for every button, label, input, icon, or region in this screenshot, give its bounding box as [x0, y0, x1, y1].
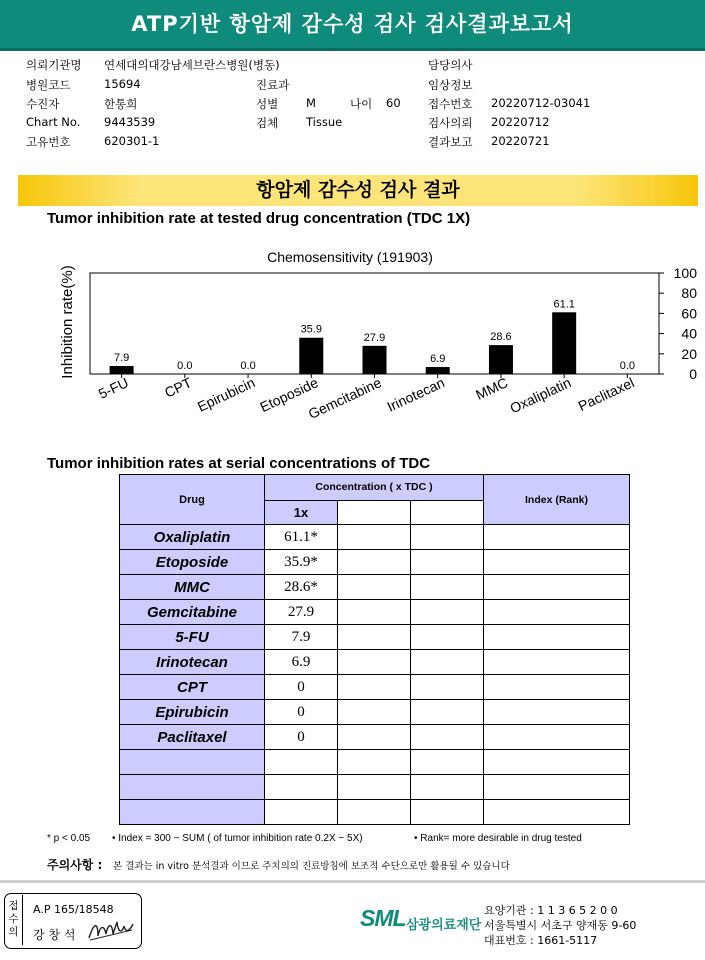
clinical-info-label: 임상정보 — [428, 78, 473, 92]
report-title: ATP기반 항암제 감수성 검사 검사결과보고서 — [131, 12, 574, 36]
value-number: 28.6 — [284, 578, 311, 595]
drug-name: Gemcitabine — [120, 600, 265, 625]
report-header — [0, 0, 705, 51]
empty-cell — [338, 650, 411, 675]
doctor-label: 담당의사 — [428, 58, 473, 72]
empty-cell — [411, 575, 484, 600]
report-date-value: 20220721 — [491, 134, 550, 148]
y-tick-label: 0 — [689, 366, 697, 382]
unique-no-value: 620301-1 — [104, 134, 160, 148]
x-tick-label: MMC — [473, 374, 511, 403]
inhibition-value — [265, 725, 338, 750]
receipt-no-label: 접수번호 — [428, 97, 473, 111]
data-label: 35.9 — [300, 323, 322, 336]
index-rank-cell — [484, 650, 630, 675]
empty-cell — [338, 700, 411, 725]
empty-cell — [338, 575, 411, 600]
drug-name: Oxaliplatin — [120, 525, 265, 550]
bar-5-fu — [110, 366, 134, 374]
chart-no-value: 9443539 — [104, 115, 156, 129]
empty-cell — [338, 525, 411, 550]
drug-name: Epirubicin — [120, 700, 265, 725]
inhibition-value — [265, 525, 338, 550]
data-label: 7.9 — [113, 352, 130, 365]
receipt-no-value: 20220712-03041 — [491, 96, 591, 110]
bar-etoposide — [299, 338, 323, 374]
empty-cell — [411, 625, 484, 650]
footer-divider — [0, 880, 705, 883]
report-date-label: 결과보고 — [428, 135, 473, 149]
drug-name: CPT — [120, 675, 265, 700]
table-row-empty — [120, 800, 630, 825]
institution-value: 연세대의대강남세브란스병원(병동) — [104, 58, 280, 72]
inhibition-value — [265, 700, 338, 725]
value-number: 7.9 — [291, 628, 311, 645]
hospital-code-value: 15694 — [104, 77, 141, 91]
caution-label: 주의사항 : — [47, 858, 103, 872]
table-row — [120, 625, 630, 650]
data-label: 6.9 — [430, 353, 446, 366]
empty-cell — [411, 525, 484, 550]
index-rank-cell — [484, 525, 630, 550]
table-row — [120, 600, 630, 625]
table-row — [120, 550, 630, 575]
value-number: 61.1 — [284, 528, 311, 545]
x-tick-label: Irinotecan — [384, 374, 447, 415]
age-value: 60 — [386, 96, 401, 110]
empty-cell — [338, 550, 411, 575]
data-label: 0.0 — [240, 360, 256, 372]
org-address: 서울특별시 서초구 양재동 9-60 — [484, 919, 637, 932]
inhibition-value — [265, 575, 338, 600]
patient-value: 한통희 — [104, 97, 138, 111]
index-rank-cell — [484, 575, 630, 600]
index-rank-cell — [484, 675, 630, 700]
rank-note: • Rank= more desirable in drug tested — [414, 833, 582, 844]
empty-cell — [411, 700, 484, 725]
sex-label: 성별 — [256, 97, 279, 111]
inhibition-value — [265, 675, 338, 700]
section-title: 항암제 감수성 검사 결과 — [256, 179, 460, 201]
y-tick-label: 100 — [673, 265, 697, 281]
data-label: 27.9 — [363, 331, 386, 344]
caution-text: 본 결과는 in vitro 분석결과 이므로 주치의의 진료방침에 보조적 수단으로만 활용될 수 있습니다 — [113, 861, 510, 872]
empty-cell — [411, 600, 484, 625]
index-rank-cell — [484, 725, 630, 750]
table-row — [120, 700, 630, 725]
pathologist-name: 강 창 석 — [33, 928, 76, 942]
index-rank-header: Index (Rank) — [484, 475, 630, 525]
org-phone: 대표번호 : 1661-5117 — [484, 934, 598, 947]
bar-irinotecan — [426, 367, 450, 374]
request-date-value: 20220712 — [491, 115, 550, 129]
ap-number: A.P 165/18548 — [33, 903, 114, 916]
department-label: 진료과 — [256, 78, 290, 92]
bar-mmc — [489, 345, 513, 374]
drug-column-header: Drug — [120, 475, 265, 525]
empty-cell — [338, 600, 411, 625]
value-number: 35.9 — [284, 553, 311, 570]
y-tick-label: 80 — [681, 285, 697, 302]
value-number: 6.9 — [291, 653, 311, 670]
value-number: 0 — [297, 678, 305, 695]
data-label: 0.0 — [619, 360, 636, 372]
empty-cell — [411, 675, 484, 700]
table-row — [120, 650, 630, 675]
drug-name: Paclitaxel — [120, 725, 265, 750]
inhibition-value — [265, 600, 338, 625]
sml-logo: SML — [360, 905, 406, 931]
data-label: 0.0 — [177, 360, 193, 372]
bar-gemcitabine — [363, 346, 387, 374]
chemosensitivity-chart — [0, 232, 705, 457]
x-tick-label: Oxaliplatin — [507, 374, 574, 417]
data-label: 28.6 — [490, 331, 512, 344]
y-tick-label: 20 — [681, 345, 697, 362]
y-tick-label: 60 — [681, 305, 697, 322]
concentration-header: Concentration ( x TDC ) — [265, 475, 484, 501]
empty-cell — [411, 725, 484, 750]
drug-results-table — [119, 474, 630, 825]
signature-side-label: 접수의 — [8, 900, 19, 938]
p-value-note: * p < 0.05 — [47, 833, 91, 844]
specimen-label: 검체 — [256, 116, 279, 130]
empty-cell — [411, 500, 484, 525]
index-rank-cell — [484, 700, 630, 725]
table-row — [120, 575, 630, 600]
index-rank-cell — [484, 600, 630, 625]
sex-value: M — [306, 96, 316, 110]
significance-star: * — [310, 578, 318, 595]
index-note: • Index = 300 − SUM ( of tumor inhibition rate 0.2X − 5X) — [112, 833, 363, 844]
patient-label: 수진자 — [26, 97, 60, 111]
x-tick-label: CPT — [161, 374, 195, 401]
bar-oxaliplatin — [552, 312, 576, 374]
empty-cell — [338, 675, 411, 700]
x-tick-label: 5-FU — [95, 374, 131, 402]
request-date-label: 검사의뢰 — [428, 116, 473, 130]
significance-star: * — [310, 528, 318, 545]
data-label: 61.1 — [553, 298, 575, 311]
drug-name: 5-FU — [120, 625, 265, 650]
table-row-empty — [120, 750, 630, 775]
x-tick-label: Epirubicin — [194, 374, 258, 415]
significance-star: * — [310, 553, 318, 570]
empty-cell — [411, 650, 484, 675]
empty-cell — [411, 550, 484, 575]
table-heading: Tumor inhibition rates at serial concentrations of TDC — [47, 455, 431, 472]
chart-title: Chemosensitivity (191903) — [267, 249, 433, 265]
inhibition-value — [265, 550, 338, 575]
table-row — [120, 675, 630, 700]
specimen-value: Tissue — [306, 115, 343, 129]
concentration-1x-header: 1x — [265, 500, 338, 525]
x-tick-label: Paclitaxel — [575, 374, 637, 415]
drug-name: MMC — [120, 575, 265, 600]
value-number: 0 — [297, 728, 305, 745]
institution-label: 의뢰기관명 — [26, 58, 82, 72]
signature-box-divider — [22, 895, 23, 945]
x-tick-label: Etoposide — [257, 374, 321, 416]
index-rank-cell — [484, 625, 630, 650]
section-title-bar — [18, 175, 698, 206]
empty-cell — [338, 725, 411, 750]
table-row-empty — [120, 775, 630, 800]
x-tick-label: Gemcitabine — [305, 374, 384, 422]
chart-no-label: Chart No. — [26, 115, 81, 129]
org-name: 삼광의료재단 — [406, 918, 482, 933]
table-row — [120, 725, 630, 750]
hospital-code-label: 병원코드 — [26, 78, 71, 92]
index-rank-cell — [484, 550, 630, 575]
unique-no-label: 고유번호 — [26, 135, 71, 149]
signature-image — [86, 916, 136, 944]
chart-heading: Tumor inhibition rate at tested drug concentration (TDC 1X) — [47, 210, 471, 227]
chart-y-axis-label: Inhibition rate(%) — [59, 265, 76, 379]
inhibition-value — [265, 650, 338, 675]
drug-name: Irinotecan — [120, 650, 265, 675]
table-row — [120, 525, 630, 550]
value-number: 27.9 — [287, 603, 315, 620]
empty-cell — [338, 500, 411, 525]
age-label: 나이 — [350, 97, 373, 111]
empty-cell — [338, 625, 411, 650]
value-number: 0 — [297, 703, 305, 720]
inhibition-value — [265, 625, 338, 650]
y-tick-label: 40 — [681, 325, 697, 342]
drug-name: Etoposide — [120, 550, 265, 575]
org-code: 요양기관 : 1 1 3 6 5 2 0 0 — [484, 904, 618, 917]
